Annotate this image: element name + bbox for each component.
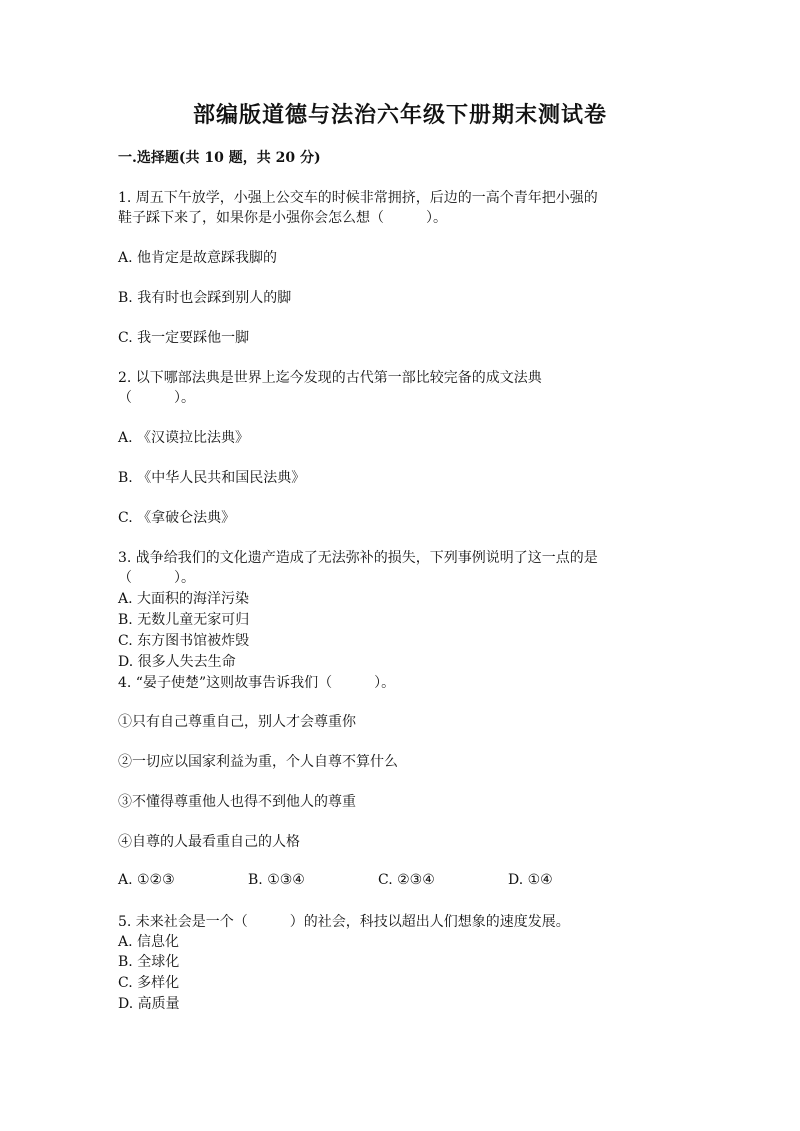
question-4-statement-1: ①只有自己尊重自己，别人才会尊重你 [118, 714, 356, 730]
question-5-option-c: C. 多样化 [118, 975, 180, 991]
question-3-option-d: D. 很多人失去生命 [118, 654, 236, 670]
question-3-stem-line-2: （ ）。 [118, 570, 195, 586]
question-2-stem-line-1: 2. 以下哪部法典是世界上迄今发现的古代第一部比较完备的成文法典 [118, 370, 542, 386]
section-heading: 一.选择题(共 10 题，共 20 分) [118, 150, 321, 166]
question-5-option-d: D. 高质量 [118, 996, 180, 1012]
question-3-option-a: A. 大面积的海洋污染 [118, 591, 250, 607]
question-3-option-c: C. 东方图书馆被炸毁 [118, 633, 250, 649]
question-4-statement-2: ②一切应以国家利益为重，个人自尊不算什么 [118, 754, 398, 770]
question-2-option-c: C. 《拿破仑法典》 [118, 510, 236, 526]
question-5-stem: 5. 未来社会是一个（ ）的社会，科技以超出人们想象的速度发展。 [118, 914, 570, 930]
question-2-option-b: B. 《中华人民共和国民法典》 [118, 470, 306, 486]
question-1-stem-line-2: 鞋子踩下来了，如果你是小强你会怎么想（ ）。 [118, 210, 447, 226]
question-1-stem-line-1: 1. 周五下午放学，小强上公交车的时候非常拥挤，后边的一高个青年把小强的 [118, 190, 598, 206]
question-5-option-a: A. 信息化 [118, 934, 180, 950]
question-1-option-a: A. 他肯定是故意踩我脚的 [118, 250, 278, 266]
question-1-option-b: B. 我有时也会踩到别人的脚 [118, 290, 292, 306]
question-4-option-c: C. ②③④ [378, 872, 435, 888]
question-4-option-a: A. ①②③ [118, 872, 175, 888]
question-4-statement-3: ③不懂得尊重他人也得不到他人的尊重 [118, 794, 356, 810]
question-4-stem: 4. “晏子使楚”这则故事告诉我们（ ）。 [118, 675, 396, 691]
question-5-option-b: B. 全球化 [118, 954, 180, 970]
question-1-option-c: C. 我一定要踩他一脚 [118, 330, 250, 346]
question-2-stem-line-2: （ ）。 [118, 390, 195, 406]
question-3-stem-line-1: 3. 战争给我们的文化遗产造成了无法弥补的损失，下列事例说明了这一点的是 [118, 550, 598, 566]
question-4-option-d: D. ①④ [508, 872, 553, 888]
question-4-option-b: B. ①③④ [248, 872, 305, 888]
question-3-option-b: B. 无数儿童无家可归 [118, 612, 250, 628]
question-4-statement-4: ④自尊的人最看重自己的人格 [118, 834, 300, 850]
question-4-options-row [118, 872, 678, 892]
question-2-option-a: A. 《汉谟拉比法典》 [118, 430, 250, 446]
document-title: 部编版道德与法治六年级下册期末测试卷 [192, 102, 607, 128]
